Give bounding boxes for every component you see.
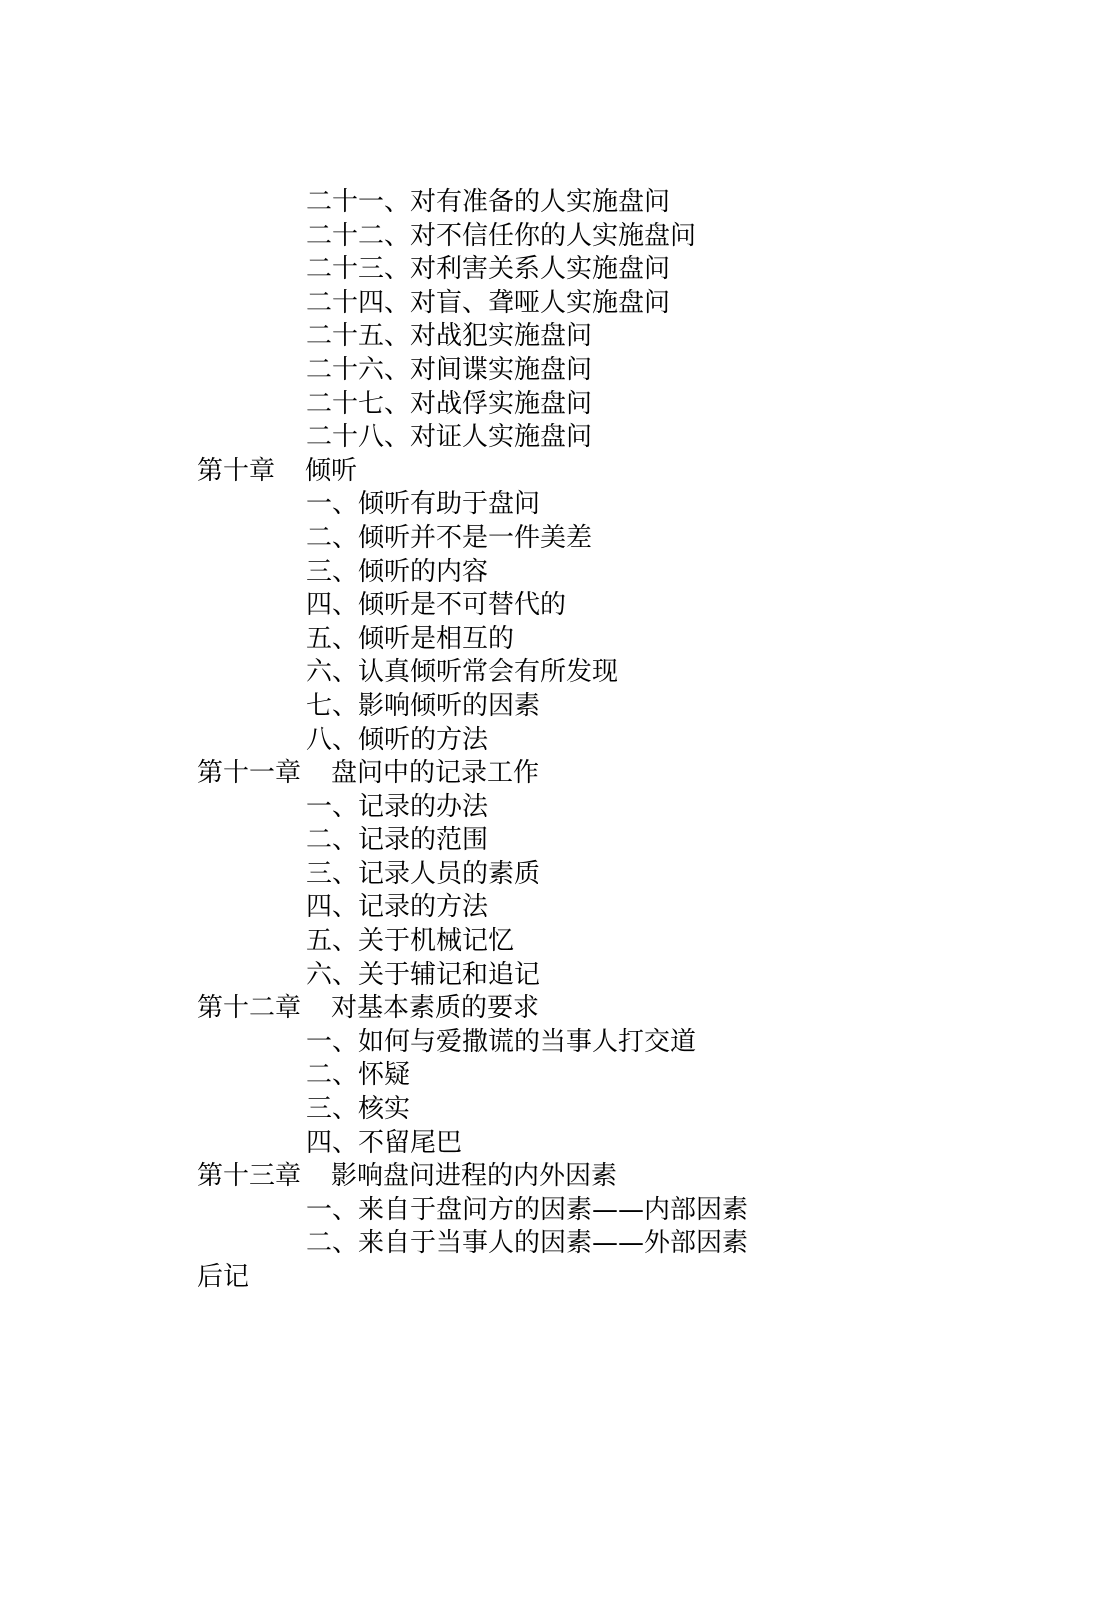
chapter-number: 第十一章 bbox=[197, 758, 302, 789]
toc-section-item: 四、记录的方法 bbox=[306, 892, 489, 923]
toc-section-item: 六、认真倾听常会有所发现 bbox=[306, 657, 619, 688]
toc-section-item: 二、记录的范围 bbox=[306, 825, 489, 856]
toc-section-item: 二、怀疑 bbox=[306, 1060, 411, 1091]
table-of-contents bbox=[197, 186, 1057, 1295]
toc-section-item: 三、记录人员的素质 bbox=[306, 858, 541, 889]
toc-section-item: 二十五、对战犯实施盘问 bbox=[306, 321, 593, 352]
chapter-number: 第十三章 bbox=[197, 1161, 302, 1192]
toc-chapter-heading bbox=[197, 455, 1057, 489]
chapter-title: 影响盘问进程的内外因素 bbox=[331, 1161, 618, 1192]
toc-section-item: 五、关于机械记忆 bbox=[306, 926, 515, 957]
toc-section-item: 六、关于辅记和追记 bbox=[306, 959, 541, 990]
toc-section-item: 二十六、对间谍实施盘问 bbox=[306, 354, 593, 385]
toc-section-item: 二十一、对有准备的人实施盘问 bbox=[306, 187, 671, 217]
toc-section-item: 五、倾听是相互的 bbox=[306, 623, 515, 654]
toc-section-item: 三、倾听的内容 bbox=[306, 556, 489, 587]
toc-section-item: 三、核实 bbox=[306, 1094, 411, 1125]
toc-section-item: 二十八、对证人实施盘问 bbox=[306, 422, 593, 453]
toc-section-item: 二、来自于当事人的因素——外部因素 bbox=[306, 1228, 749, 1259]
toc-section-item: 二十四、对盲、聋哑人实施盘问 bbox=[306, 287, 671, 318]
toc-chapter-heading bbox=[197, 757, 1057, 791]
chapter-title: 对基本素质的要求 bbox=[331, 993, 540, 1024]
toc-section-item: 一、记录的办法 bbox=[306, 791, 489, 822]
toc-afterword: 后记 bbox=[197, 1262, 250, 1292]
toc-chapter-heading bbox=[197, 1160, 1057, 1194]
toc-section-item: 二十三、对利害关系人实施盘问 bbox=[306, 254, 671, 285]
toc-section-item: 八、倾听的方法 bbox=[306, 724, 489, 755]
chapter-title: 倾听 bbox=[305, 455, 358, 486]
toc-section-item: 二、倾听并不是一件美差 bbox=[306, 522, 593, 553]
toc-section-item: 一、如何与爱撒谎的当事人打交道 bbox=[306, 1026, 697, 1057]
toc-section-item: 七、影响倾听的因素 bbox=[306, 690, 541, 721]
chapter-number: 第十章 bbox=[197, 455, 276, 486]
toc-section-item: 四、倾听是不可替代的 bbox=[306, 590, 567, 621]
toc-chapter-heading bbox=[197, 992, 1057, 1026]
toc-section-item: 二十二、对不信任你的人实施盘问 bbox=[306, 220, 697, 251]
toc-section-item: 二十七、对战俘实施盘问 bbox=[306, 388, 593, 419]
toc-section-item: 一、倾听有助于盘问 bbox=[306, 489, 541, 520]
toc-section-item: 一、来自于盘问方的因素——内部因素 bbox=[306, 1194, 749, 1225]
chapter-number: 第十二章 bbox=[197, 993, 302, 1024]
chapter-title: 盘问中的记录工作 bbox=[331, 758, 540, 789]
toc-section-item: 四、不留尾巴 bbox=[306, 1127, 463, 1158]
